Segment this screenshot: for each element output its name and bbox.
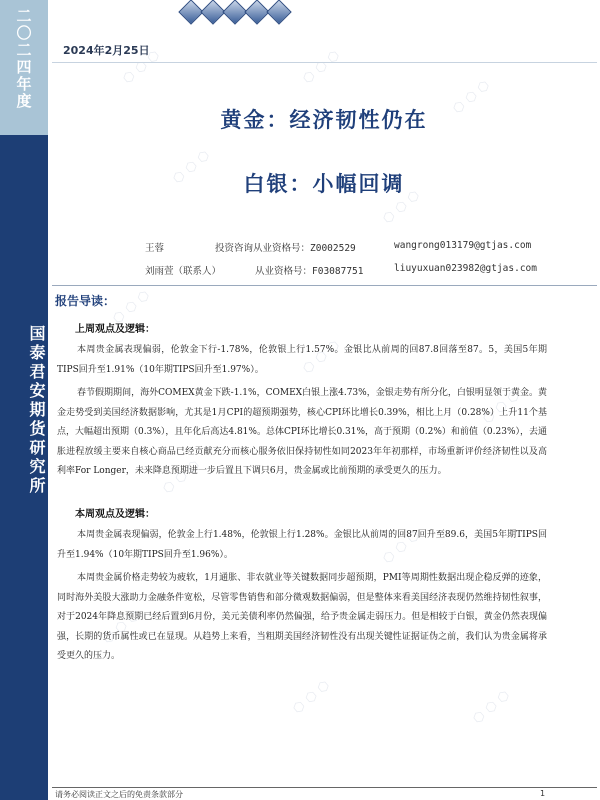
diamond-icon	[266, 0, 291, 25]
last-week-heading: 上周观点及逻辑：	[75, 324, 155, 335]
header-logo	[170, 0, 300, 24]
this-week-heading: 本周观点及逻辑：	[75, 509, 155, 520]
author-email[interactable]: wangrong013179@gtjas.com	[394, 240, 532, 251]
silver-title: 白银：小幅回调	[243, 171, 405, 196]
author-name: 王蓉	[145, 243, 165, 254]
footer-disclaimer: 请务必阅读正文之后的免责条款部分	[55, 790, 183, 799]
divider	[52, 62, 597, 63]
page-number: 1	[540, 789, 546, 798]
author-name: 刘雨萱（联系人）	[145, 266, 222, 277]
company-label: 国泰君安期货研究所	[27, 325, 46, 496]
last-week-paragraph-1: 本周贵金属表现偏弱，伦敦金下行-1.78%，伦敦银上行1.57%。金银比从前周的回87.8回落至87。5，美国5年期TIPS回升至1.91%（10年期TIPS回升至1.97%）。	[57, 345, 547, 375]
author-email[interactable]: liuyuxuan023982@gtjas.com	[394, 263, 537, 274]
sidebar-company-panel	[0, 135, 48, 800]
last-week-paragraph-2: 春节假期期间，海外COMEX黄金下跌-1.1%，COMEX白银上涨4.73%，金银走势有所分化，白银明显领于黄金。黄金走势受到美国经济数据影响，尤其是1月CPI的超预期强势，核心CPI环比增长0.39%，相比上月（0.28%）上升11个基点，大幅超出预期（0.3%），且年化后高达4.81%。总体CPI环比增长0.31%，高于预期（0.2%）和前值（0.23%），去通胀进程放缓主要来自核心商品已经贡献充分而核心服务依旧保持韧性如同2023年年初那样，市场重新评价经济韧性以及高利率For Longer，未来降息预期进一步后置且下调只6月，贵金属或比前预期的承受更久的压力。	[57, 388, 548, 476]
year-label: 二〇二四年度	[14, 8, 33, 110]
footer-divider	[52, 787, 597, 788]
section-title: 报告导读：	[55, 294, 116, 308]
divider	[52, 285, 597, 286]
this-week-paragraph-1: 本周贵金属表现偏弱，伦敦金上行1.48%，伦敦银上行1.28%。金银比从前周的回87回升至89.6，美国5年期TIPS回升至1.94%（10年期TIPS回升至1.96%）。	[57, 530, 547, 560]
report-date: 2024年2月25日	[63, 44, 150, 57]
author-license: 从业资格号：F03087751	[255, 266, 364, 277]
gold-title: 黄金：经济韧性仍在	[220, 107, 428, 132]
author-license: 投资咨询从业资格号：Z0002529	[215, 243, 356, 254]
sidebar-year-panel	[0, 0, 48, 135]
this-week-paragraph-2: 本周贵金属价格走势较为疲软，1月通胀、非农就业等关键数据同步超预期，PMI等周期性数据出现企稳反弹的迹象，同时海外美股大涨助力金融条件宽松，尽管零售销售和部分微观数据偏弱，但是整体来看美国经济表现仍然维持韧性叙事，对于2024年降息预期已经后置到6月份，美元美债利率仍然偏强，给予贵金属走弱压力。但是相较于白银，黄金仍然表现偏强，长期的货币属性或已在显现。从趋势上来看，当粗期美国经济韧性没有出现关键性证据证伪之前，我们认为贵金属将承受更久的压力。	[57, 573, 547, 661]
